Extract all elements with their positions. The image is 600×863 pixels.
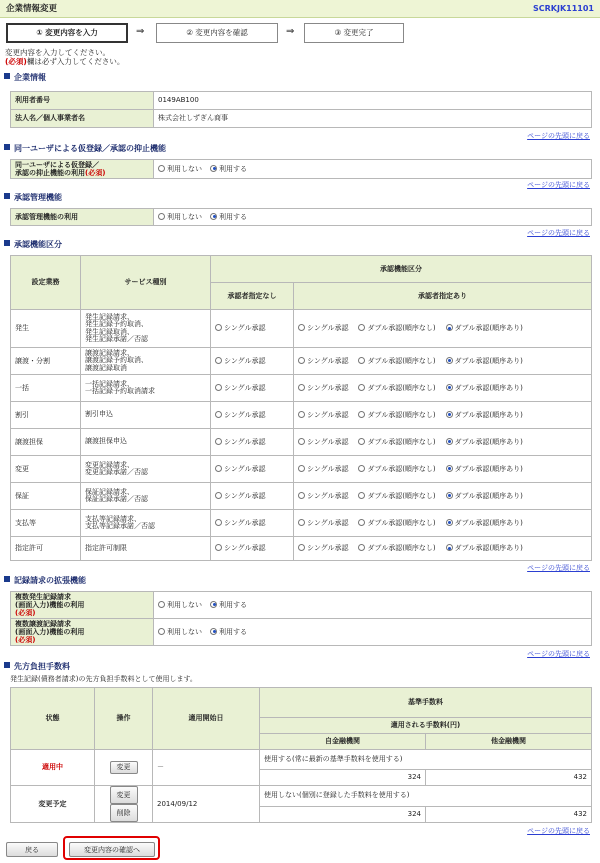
- section-title: 企業情報: [14, 73, 46, 82]
- step-3: ③ 変更完了: [304, 23, 404, 43]
- step-2: ② 変更内容を確認: [156, 23, 278, 43]
- radio-selected-icon[interactable]: [210, 628, 217, 635]
- radio-icon[interactable]: [298, 465, 305, 472]
- same-user-label: [11, 160, 154, 179]
- option-double-seq[interactable]: [446, 357, 523, 366]
- radio-icon[interactable]: [358, 438, 365, 445]
- option-double-seq[interactable]: [446, 492, 523, 501]
- step-1: ① 変更内容を入力: [6, 23, 128, 43]
- option-double-any[interactable]: [358, 544, 435, 553]
- radio-icon[interactable]: [298, 411, 305, 418]
- radio-icon[interactable]: [215, 438, 222, 445]
- delete-button[interactable]: 削除: [110, 804, 138, 822]
- option-double-seq[interactable]: [446, 438, 523, 447]
- option-label: シングル承認: [307, 437, 349, 446]
- option-double-seq[interactable]: [446, 519, 523, 528]
- fee-other-planned: 432: [426, 806, 592, 822]
- fee-op-planned: [95, 786, 153, 823]
- service-line: 譲渡記録取消: [85, 363, 127, 372]
- option-double-any[interactable]: [358, 411, 435, 420]
- option-none-cell: [211, 483, 294, 510]
- required-mark: (必須): [15, 636, 36, 644]
- label-line: 承認の抑止機能の利用: [15, 169, 85, 177]
- option-off[interactable]: [158, 213, 202, 222]
- radio-icon[interactable]: [358, 519, 365, 526]
- step-indicator: [6, 23, 406, 43]
- ext-row2-label: [11, 619, 154, 646]
- option-some-cell: [294, 483, 592, 510]
- header-date: 適用開始日: [153, 688, 260, 750]
- header-applied: 適用される手数料(円): [260, 718, 592, 734]
- option-some-cell: [294, 537, 592, 561]
- same-user-options: [154, 160, 592, 179]
- option-label: ダブル承認(順序あり): [454, 324, 523, 333]
- option-single[interactable]: [298, 492, 348, 501]
- option-label: ダブル承認(順序あり): [454, 383, 523, 392]
- fee-status-current: 適用中: [11, 750, 95, 786]
- radio-selected-icon[interactable]: [446, 324, 453, 331]
- radio-icon[interactable]: [298, 384, 305, 391]
- option-off[interactable]: [158, 165, 202, 174]
- header-work: 設定業務: [11, 256, 81, 310]
- radio-icon[interactable]: [298, 519, 305, 526]
- fee-table: [10, 687, 592, 823]
- required-mark: (必須): [15, 609, 36, 617]
- service-cell: [81, 456, 211, 483]
- option-single[interactable]: [298, 324, 348, 333]
- service-cell: [81, 310, 211, 348]
- approval-table: [10, 208, 592, 226]
- option-label: 利用する: [219, 627, 247, 636]
- option-label: ダブル承認(順序なし): [367, 544, 436, 553]
- option-label: シングル承認: [224, 437, 266, 446]
- section-square-icon: [4, 144, 10, 150]
- header-none: 承認者指定なし: [211, 283, 294, 310]
- option-single[interactable]: [215, 492, 265, 501]
- option-label: シングル承認: [307, 383, 349, 392]
- service-line: 指定許可制限: [85, 543, 127, 552]
- approval-kind-row: [11, 483, 592, 510]
- header-op: 操作: [95, 688, 153, 750]
- radio-icon[interactable]: [215, 465, 222, 472]
- ext-row2-options: [154, 619, 592, 646]
- option-label: ダブル承認(順序あり): [454, 464, 523, 473]
- option-label: 利用しない: [167, 600, 202, 609]
- section-title: 記録請求の拡張機能: [14, 576, 86, 585]
- option-some-cell: [294, 510, 592, 537]
- option-single[interactable]: [215, 324, 265, 333]
- section-title: 承認機能区分: [14, 240, 62, 249]
- step-arrow-icon: ⇒: [286, 26, 295, 37]
- radio-selected-icon[interactable]: [446, 544, 453, 551]
- option-label: シングル承認: [224, 324, 266, 333]
- radio-icon[interactable]: [215, 384, 222, 391]
- section-title: 承認管理機能: [14, 193, 62, 202]
- option-on[interactable]: [210, 601, 247, 610]
- radio-icon[interactable]: [298, 544, 305, 551]
- option-label: シングル承認: [307, 518, 349, 527]
- radio-icon[interactable]: [298, 324, 305, 331]
- service-line: 一括記録請求、: [85, 379, 134, 388]
- radio-icon[interactable]: [358, 465, 365, 472]
- section-square-icon: [4, 662, 10, 668]
- option-none-cell: [211, 310, 294, 348]
- service-cell: [81, 483, 211, 510]
- option-none-cell: [211, 510, 294, 537]
- option-label: ダブル承認(順序あり): [454, 356, 523, 365]
- radio-selected-icon[interactable]: [446, 519, 453, 526]
- radio-icon[interactable]: [215, 519, 222, 526]
- option-label: シングル承認: [307, 356, 349, 365]
- work-cell: 変更: [11, 456, 81, 483]
- option-label: シングル承認: [224, 518, 266, 527]
- radio-selected-icon[interactable]: [446, 411, 453, 418]
- option-label: シングル承認: [224, 356, 266, 365]
- label-line: 複数譲渡記録請求: [15, 620, 71, 628]
- option-single[interactable]: [298, 384, 348, 393]
- fee-date-current: －: [153, 750, 260, 786]
- label-line: (画面入力)機能の利用: [15, 601, 85, 609]
- option-double-any[interactable]: [358, 324, 435, 333]
- option-label: 利用しない: [167, 164, 202, 173]
- option-on[interactable]: [210, 213, 247, 222]
- option-some-cell: [294, 402, 592, 429]
- option-label: シングル承認: [307, 464, 349, 473]
- option-label: 利用しない: [167, 212, 202, 221]
- service-line: 割引申込: [85, 410, 113, 419]
- user-no-label: 利用者番号: [11, 92, 154, 110]
- radio-icon[interactable]: [358, 544, 365, 551]
- option-label: ダブル承認(順序あり): [454, 410, 523, 419]
- option-single[interactable]: [215, 544, 265, 553]
- option-label: シングル承認: [307, 410, 349, 419]
- page-title: 企業情報変更: [6, 4, 58, 14]
- confirm-button[interactable]: 変更内容の確認へ: [69, 842, 155, 857]
- option-label: ダブル承認(順序なし): [367, 437, 436, 446]
- approval-kind-row: [11, 537, 592, 561]
- service-line: 支払等記録承諾／否認: [85, 522, 155, 530]
- radio-icon[interactable]: [158, 213, 165, 220]
- title-bar: [0, 0, 600, 18]
- page-top-link[interactable]: ページの先頭に戻る: [527, 564, 590, 572]
- option-some-cell: [294, 429, 592, 456]
- option-single[interactable]: [215, 411, 265, 420]
- section-title: 先方負担手数料: [14, 662, 70, 671]
- section-approval: [4, 193, 62, 203]
- company-name-value: 株式会社しずぎん商事: [154, 110, 592, 128]
- option-some-cell: [294, 375, 592, 402]
- radio-icon[interactable]: [215, 411, 222, 418]
- step-arrow-icon: ⇒: [136, 26, 145, 37]
- option-single[interactable]: [298, 411, 348, 420]
- radio-icon[interactable]: [158, 601, 165, 608]
- header-own: 自金融機関: [260, 734, 426, 750]
- work-cell: 譲渡・分割: [11, 348, 81, 375]
- radio-icon[interactable]: [298, 357, 305, 364]
- fee-date-planned: 2014/09/12: [153, 786, 260, 823]
- option-label: シングル承認: [307, 544, 349, 553]
- section-square-icon: [4, 193, 10, 199]
- option-single[interactable]: [215, 465, 265, 474]
- section-title: 同一ユーザによる仮登録／承認の抑止機能: [14, 144, 166, 153]
- option-double-seq[interactable]: [446, 544, 523, 553]
- fee-note: 発生記録(債務者請求)の先方負担手数料として使用します。: [10, 675, 197, 683]
- approval-kind-rows: [11, 310, 592, 561]
- change-button[interactable]: 変更: [110, 761, 138, 774]
- work-cell: 割引: [11, 402, 81, 429]
- section-approval-kind: [4, 240, 62, 250]
- option-single[interactable]: [215, 357, 265, 366]
- header-base: 基準手数料: [260, 688, 592, 718]
- service-line: 譲渡記録予約取消、: [85, 356, 148, 365]
- option-double-any[interactable]: [358, 384, 435, 393]
- fee-own-current: 324: [260, 770, 426, 786]
- option-double-any[interactable]: [358, 465, 435, 474]
- option-label: ダブル承認(順序あり): [454, 518, 523, 527]
- radio-selected-icon[interactable]: [446, 438, 453, 445]
- intro-line2-text: 欄は必ず入力してください。: [26, 57, 125, 66]
- radio-icon[interactable]: [358, 324, 365, 331]
- approval-kind-row: [11, 456, 592, 483]
- intro-line-2: [5, 57, 124, 66]
- intro-line: 変更内容を入力してください。: [5, 48, 110, 57]
- option-off[interactable]: [158, 601, 202, 610]
- option-double-seq[interactable]: [446, 411, 523, 420]
- header-kind: 承認機能区分: [211, 256, 592, 283]
- approval-kind-row: [11, 375, 592, 402]
- option-some-cell: [294, 456, 592, 483]
- option-on[interactable]: [210, 628, 247, 637]
- option-single[interactable]: [298, 357, 348, 366]
- option-single[interactable]: [298, 544, 348, 553]
- option-double-seq[interactable]: [446, 324, 523, 333]
- radio-selected-icon[interactable]: [210, 165, 217, 172]
- required-mark: (必須): [5, 57, 27, 66]
- option-label: シングル承認: [307, 324, 349, 333]
- service-cell: [81, 429, 211, 456]
- page-top-link[interactable]: ページの先頭に戻る: [527, 650, 590, 658]
- label-line: (画面入力)機能の利用: [15, 628, 85, 636]
- option-double-seq[interactable]: [446, 465, 523, 474]
- header-service: サービス種別: [81, 256, 211, 310]
- service-line: 譲渡記録請求、: [85, 348, 134, 357]
- radio-selected-icon[interactable]: [210, 213, 217, 220]
- radio-selected-icon[interactable]: [446, 492, 453, 499]
- option-label: 利用する: [219, 212, 247, 221]
- radio-icon[interactable]: [358, 357, 365, 364]
- option-label: シングル承認: [224, 464, 266, 473]
- ext-row1-label: [11, 592, 154, 619]
- section-extension: [4, 576, 86, 586]
- option-label: ダブル承認(順序なし): [367, 491, 436, 500]
- option-double-any[interactable]: [358, 438, 435, 447]
- option-on[interactable]: [210, 165, 247, 174]
- radio-selected-icon[interactable]: [446, 465, 453, 472]
- same-user-table: [10, 159, 592, 179]
- page-top-link[interactable]: ページの先頭に戻る: [527, 827, 590, 835]
- radio-icon[interactable]: [158, 628, 165, 635]
- option-label: ダブル承認(順序なし): [367, 518, 436, 527]
- service-line: 発生記録請求、: [85, 312, 134, 321]
- radio-icon[interactable]: [298, 438, 305, 445]
- approval-kind-row: [11, 429, 592, 456]
- intro-text: [5, 48, 124, 66]
- radio-icon[interactable]: [158, 165, 165, 172]
- work-cell: 一括: [11, 375, 81, 402]
- header-status: 状態: [11, 688, 95, 750]
- service-line: 一括記録予約取消請求: [85, 387, 155, 395]
- fee-desc-current: 使用する(常に最新の基準手数料を使用する): [260, 750, 592, 770]
- section-company: [4, 73, 46, 83]
- label-line: 同一ユーザによる仮登録／: [15, 161, 99, 169]
- option-single[interactable]: [215, 384, 265, 393]
- work-cell: 譲渡担保: [11, 429, 81, 456]
- option-double-any[interactable]: [358, 519, 435, 528]
- fee-desc-planned: 使用しない(個別に登録した手数料を使用する): [260, 786, 592, 807]
- approval-options: [154, 209, 592, 226]
- option-none-cell: [211, 429, 294, 456]
- fee-other-current: 432: [426, 770, 592, 786]
- option-label: シングル承認: [224, 383, 266, 392]
- option-some-cell: [294, 348, 592, 375]
- service-line: 保証記録承諾／否認: [85, 495, 148, 503]
- radio-icon[interactable]: [358, 411, 365, 418]
- section-fee: [4, 662, 70, 672]
- service-line: 発生記録承諾／否認: [85, 335, 148, 343]
- work-cell: 保証: [11, 483, 81, 510]
- option-label: シングル承認: [224, 410, 266, 419]
- option-single[interactable]: [298, 465, 348, 474]
- service-line: 変更記録承諾／否認: [85, 468, 148, 476]
- radio-icon[interactable]: [215, 357, 222, 364]
- section-square-icon: [4, 73, 10, 79]
- option-label: ダブル承認(順序なし): [367, 383, 436, 392]
- option-label: ダブル承認(順序なし): [367, 410, 436, 419]
- company-name-label: 法人名／個人事業者名: [11, 110, 154, 128]
- fee-op-current: [95, 750, 153, 786]
- work-cell: 発生: [11, 310, 81, 348]
- user-no-value: 0149AB100: [154, 92, 592, 110]
- option-label: ダブル承認(順序あり): [454, 544, 523, 553]
- radio-icon[interactable]: [298, 492, 305, 499]
- option-single[interactable]: [215, 438, 265, 447]
- service-cell: [81, 510, 211, 537]
- option-label: ダブル承認(順序あり): [454, 437, 523, 446]
- page-top-link[interactable]: ページの先頭に戻る: [527, 181, 590, 189]
- option-label: 利用しない: [167, 627, 202, 636]
- section-square-icon: [4, 240, 10, 246]
- service-line: 保証記録請求、: [85, 487, 134, 496]
- service-cell: [81, 348, 211, 375]
- change-button[interactable]: 変更: [110, 786, 138, 804]
- screen-id: SCRKJK11101: [533, 4, 594, 13]
- radio-selected-icon[interactable]: [446, 384, 453, 391]
- option-label: シングル承認: [224, 491, 266, 500]
- approval-kind-row: [11, 348, 592, 375]
- option-label: ダブル承認(順序なし): [367, 356, 436, 365]
- option-label: 利用する: [219, 164, 247, 173]
- option-label: 利用する: [219, 600, 247, 609]
- radio-icon[interactable]: [358, 492, 365, 499]
- company-table: [10, 91, 592, 128]
- page-top-link[interactable]: ページの先頭に戻る: [527, 229, 590, 237]
- radio-icon[interactable]: [215, 492, 222, 499]
- service-line: 支払等記録請求、: [85, 514, 141, 523]
- option-label: ダブル承認(順序なし): [367, 324, 436, 333]
- option-none-cell: [211, 537, 294, 561]
- option-none-cell: [211, 375, 294, 402]
- option-none-cell: [211, 402, 294, 429]
- fee-status-planned: 変更予定: [11, 786, 95, 823]
- approval-label: 承認管理機能の利用: [11, 209, 154, 226]
- radio-selected-icon[interactable]: [210, 601, 217, 608]
- option-double-any[interactable]: [358, 357, 435, 366]
- radio-icon[interactable]: [215, 544, 222, 551]
- option-none-cell: [211, 348, 294, 375]
- service-line: 発生記録予約取消、: [85, 320, 148, 328]
- service-line: 発生記録取消、: [85, 327, 134, 336]
- option-double-seq[interactable]: [446, 384, 523, 393]
- option-single[interactable]: [215, 519, 265, 528]
- back-button[interactable]: 戻る: [6, 842, 58, 857]
- page-top-link[interactable]: ページの先頭に戻る: [527, 132, 590, 140]
- approval-kind-row: [11, 402, 592, 429]
- approval-kind-table: [10, 255, 592, 561]
- option-some-cell: [294, 310, 592, 348]
- option-label: ダブル承認(順序なし): [367, 464, 436, 473]
- option-label: ダブル承認(順序あり): [454, 491, 523, 500]
- option-label: シングル承認: [307, 491, 349, 500]
- service-cell: [81, 375, 211, 402]
- required-mark: (必須): [85, 169, 106, 177]
- option-single[interactable]: [298, 438, 348, 447]
- approval-kind-row: [11, 310, 592, 348]
- section-square-icon: [4, 576, 10, 582]
- header-other: 他金融機関: [426, 734, 592, 750]
- ext-row1-options: [154, 592, 592, 619]
- approval-kind-row: [11, 510, 592, 537]
- option-off[interactable]: [158, 628, 202, 637]
- radio-selected-icon[interactable]: [446, 357, 453, 364]
- option-double-any[interactable]: [358, 492, 435, 501]
- header-some: 承認者指定あり: [294, 283, 592, 310]
- radio-icon[interactable]: [215, 324, 222, 331]
- label-line: 複数発生記録請求: [15, 593, 71, 601]
- service-line: 譲渡担保申込: [85, 437, 127, 446]
- service-cell: [81, 402, 211, 429]
- service-cell: [81, 537, 211, 561]
- fee-own-planned: 324: [260, 806, 426, 822]
- option-none-cell: [211, 456, 294, 483]
- section-same-user: [4, 144, 166, 154]
- option-label: シングル承認: [224, 544, 266, 553]
- radio-icon[interactable]: [358, 384, 365, 391]
- extension-table: [10, 591, 592, 646]
- service-line: 変更記録請求、: [85, 460, 134, 469]
- option-single[interactable]: [298, 519, 348, 528]
- work-cell: 支払等: [11, 510, 81, 537]
- work-cell: 指定許可: [11, 537, 81, 561]
